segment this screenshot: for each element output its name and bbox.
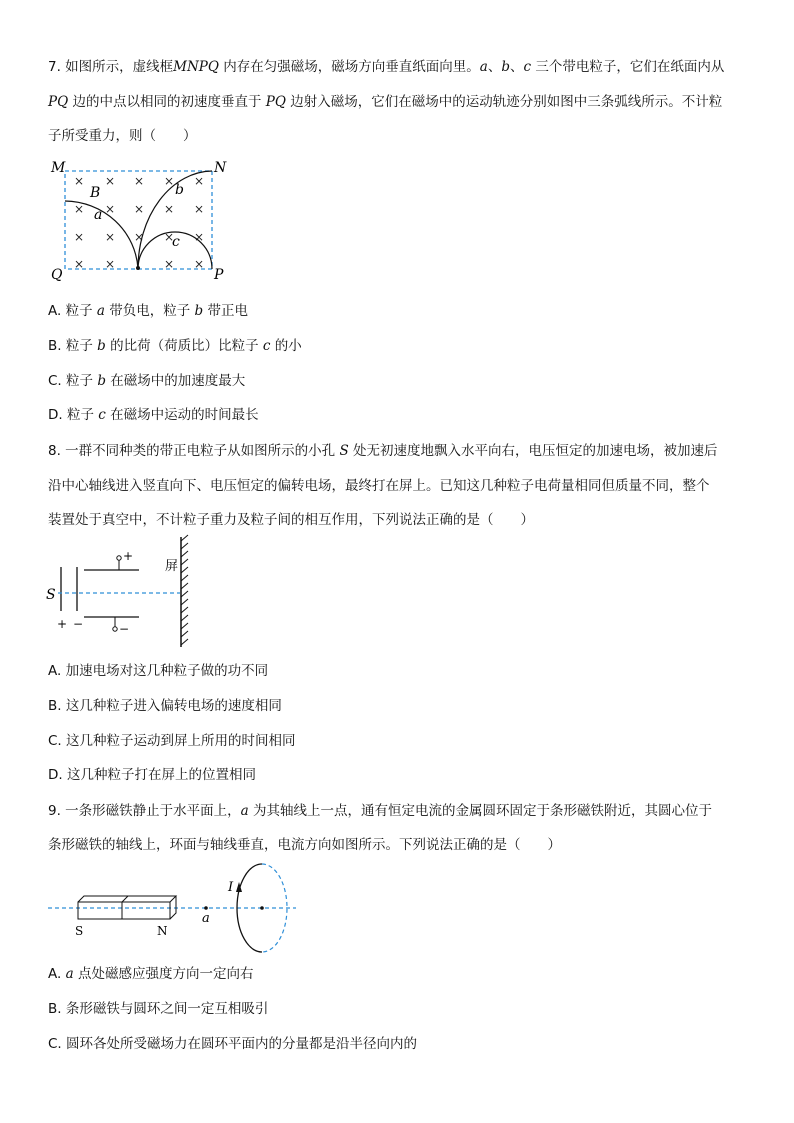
top-terminal xyxy=(117,556,121,560)
q7-text: 在磁场中运动的时间最长 xyxy=(105,407,259,423)
cross: × xyxy=(194,230,205,244)
cross: × xyxy=(164,202,175,216)
q7-text: A. 粒子 xyxy=(48,303,97,319)
q9-option-b: B. 条形磁铁与圆环之间一定互相吸引 xyxy=(48,1001,269,1017)
q9-option-a xyxy=(48,964,253,984)
corner-N: N xyxy=(214,160,227,176)
q9-text: A. xyxy=(48,966,66,982)
q7-text: MNPQ xyxy=(173,59,219,75)
q7-text: 7. 如图所示，虚线框 xyxy=(48,59,174,75)
cross: × xyxy=(194,257,205,271)
q7-text: 边的中点以相同的初速度垂直于 xyxy=(68,94,266,110)
q7-text: b xyxy=(97,373,106,389)
cross: × xyxy=(74,257,85,271)
screen-hatching xyxy=(181,535,188,645)
cross: × xyxy=(74,202,85,216)
cross: × xyxy=(194,174,205,188)
cross: × xyxy=(74,230,85,244)
ring-center xyxy=(260,906,264,910)
q8-text: 8. 一群不同种类的带正电粒子从如图所示的小孔 xyxy=(48,443,340,459)
q7-text: C. 粒子 xyxy=(48,373,98,389)
track-label-b: b xyxy=(175,182,184,198)
q7-stem-line-2 xyxy=(48,92,722,112)
q9-text: 为其轴线上一点，通有恒定电流的金属圆环固定于条形磁铁附近，其圆心位于 xyxy=(248,803,713,819)
pole-N: N xyxy=(157,924,168,938)
q7-text: 带负电，粒子 xyxy=(104,303,195,319)
q7-text: PQ xyxy=(48,94,69,110)
q7-text: 内存在匀强磁场，磁场方向垂直纸面向里。 xyxy=(218,59,480,75)
corner-M: M xyxy=(51,160,66,176)
cross: × xyxy=(105,202,116,216)
cross: × xyxy=(164,257,175,271)
q7-magnetic-field-figure xyxy=(48,157,238,282)
q7-text: D. 粒子 xyxy=(48,407,99,423)
field-label-B: B xyxy=(90,185,101,201)
q7-text: 在磁场中的加速度最大 xyxy=(105,373,246,389)
bottom-terminal xyxy=(113,627,117,631)
q8-option-a: A. 加速电场对这几种粒子做的功不同 xyxy=(48,663,269,679)
q9-stem-line-2: 条形磁铁的轴线上，环面与轴线垂直，电流方向如图所示。下列说法正确的是（ ） xyxy=(48,837,561,853)
current-label-I: I xyxy=(228,880,234,895)
q7-text: a xyxy=(96,303,105,319)
left-minus: − xyxy=(73,617,84,631)
q7-stem-line-1 xyxy=(48,57,724,77)
corner-Q: Q xyxy=(51,267,63,283)
q9-text: 9. 一条形磁铁静止于水平面上， xyxy=(48,803,241,819)
q9-magnet-ring-figure xyxy=(48,860,308,955)
left-plus: + xyxy=(57,617,68,631)
q7-text: 带正电 xyxy=(203,303,248,319)
cross: × xyxy=(134,174,145,188)
cross: × xyxy=(74,174,85,188)
q9-stem-line-1 xyxy=(48,801,712,821)
q7-option-c xyxy=(48,371,245,391)
q7-text: c xyxy=(98,407,106,423)
bottom-minus: − xyxy=(119,622,130,636)
q7-text: B. 粒子 xyxy=(48,338,98,354)
point-a-dot xyxy=(204,906,208,910)
q9-text: 点处磁感应强度方向一定向右 xyxy=(73,966,254,982)
q8-option-c: C. 这几种粒子运动到屏上所用的时间相同 xyxy=(48,733,296,749)
q9-text: a xyxy=(65,966,74,982)
track-label-a: a xyxy=(94,207,103,223)
q8-stem-line-3: 装置处于真空中，不计粒子重力及粒子间的相互作用，下列说法正确的是（ ） xyxy=(48,512,534,528)
q7-text: 三个带电粒子，它们在纸面内从 xyxy=(531,59,725,75)
cross: × xyxy=(134,202,145,216)
q8-option-b: B. 这几种粒子进入偏转电场的速度相同 xyxy=(48,698,282,714)
cross: × xyxy=(105,230,116,244)
q7-text: 的比荷（荷质比）比粒子 xyxy=(105,338,263,354)
q7-stem-line-3: 子所受重力，则（ ） xyxy=(48,128,197,144)
q9-option-c: C. 圆环各处所受磁场力在圆环平面内的分量都是沿半径向内的 xyxy=(48,1036,418,1052)
corner-P: P xyxy=(214,267,224,283)
q7-option-b xyxy=(48,336,302,356)
q7-text: b xyxy=(501,59,510,75)
q8-accelerator-figure xyxy=(44,535,204,650)
q9-text: a xyxy=(240,803,249,819)
screen-label: 屏 xyxy=(165,559,179,574)
q8-option-d: D. 这几种粒子打在屏上的位置相同 xyxy=(48,767,256,783)
track-label-c: c xyxy=(172,234,180,250)
point-a-label: a xyxy=(202,911,210,926)
cross: × xyxy=(105,174,116,188)
q7-text: c xyxy=(523,59,532,75)
cross: × xyxy=(194,202,205,216)
pole-S: S xyxy=(75,924,84,938)
q8-text: S xyxy=(339,443,349,459)
q8-stem-line-2: 沿中心轴线进入竖直向下、电压恒定的偏转电场，最终打在屏上。已知这几种粒子电荷量相同但质量不同，整个 xyxy=(48,478,710,494)
q7-text: 、 xyxy=(487,59,502,75)
top-plus: + xyxy=(123,549,134,563)
q7-text: PQ xyxy=(265,94,286,110)
q7-text: 边射入磁场，它们在磁场中的运动轨迹分别如图中三条弧线所示。不计粒 xyxy=(285,94,723,110)
q7-text: b xyxy=(194,303,204,319)
cross: × xyxy=(164,174,175,188)
cross: × xyxy=(164,230,175,244)
q7-text: b xyxy=(97,338,106,354)
cross: × xyxy=(105,257,116,271)
entry-point xyxy=(136,266,140,270)
q7-text: a xyxy=(479,59,488,75)
q7-option-a xyxy=(48,301,248,321)
q7-text: 的小 xyxy=(270,338,302,354)
q8-text: 处无初速度地飘入水平向右，电压恒定的加速电场，被加速后 xyxy=(348,443,718,459)
q8-stem-line-1 xyxy=(48,441,718,461)
q7-text: c xyxy=(262,338,271,354)
hole-S: S xyxy=(46,587,56,603)
q7-option-d xyxy=(48,405,259,425)
q7-text: 、 xyxy=(509,59,524,75)
cross: × xyxy=(134,230,145,244)
